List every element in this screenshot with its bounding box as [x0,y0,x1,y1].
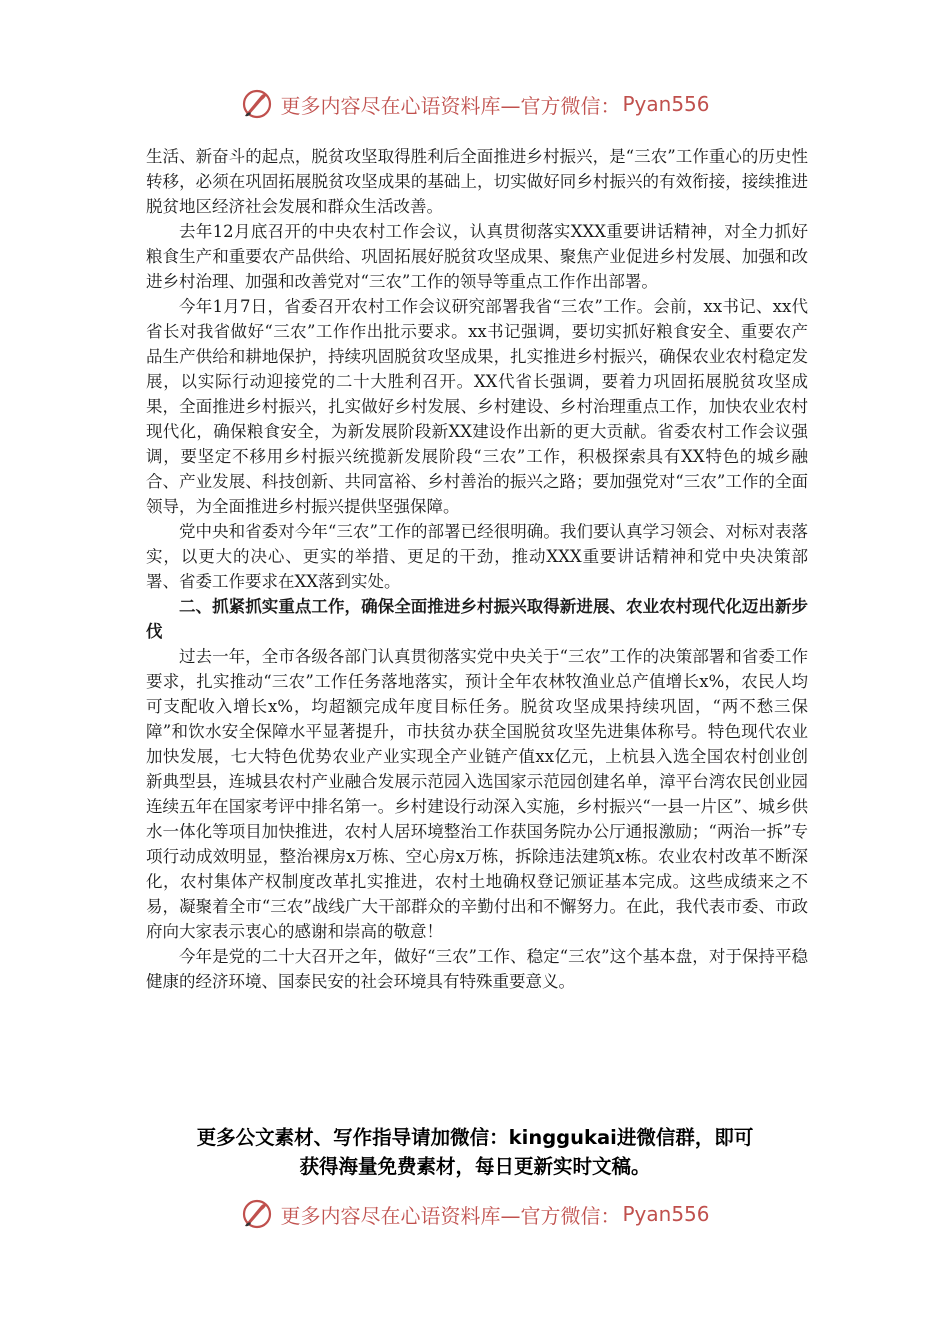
paragraph-4: 党中央和省委对今年“三农”工作的部署已经很明确。我们要认真学习领会、对标对表落实，以更大的决心、更实的举措、更足的干劲，推动XXX重要讲话精神和党中央决策部署、省委工作要求在XX落到实处。 [146,522,808,591]
paragraph-6: 今年是党的二十大召开之年，做好“三农”工作、稳定“三农”这个基本盘，对于保持平稳健康的经济环境、国泰民安的社会环境具有特殊重要意义。 [146,947,808,991]
brush-logo-icon [240,87,274,121]
promo-line-2: 获得海量免费素材，每日更新实时文稿。 [299,1155,651,1178]
footer-wechat-id: Pyan556 [622,1202,710,1226]
paragraph-3: 今年1月7日，省委召开农村工作会议研究部署我省“三农”工作。会前，xx书记、xx代省长对我省做好“三农”工作作出批示要求。xx书记强调，要切实抓好粮食安全、重要农产品生产供给和耕地保护，持续巩固脱贫攻坚成果，扎实推进乡村振兴，确保农业农村稳定发展，以实际行动迎接党的二十大胜利召开。XX代省长强调，要着力巩固拓展脱贫攻坚成果，全面推进乡村振兴，扎实做好乡村发展、乡村建设、乡村治理重点工作，加快农业农村现代化，确保粮食安全，为新发展阶段新XX建设作出新的更大贡献。省委农村工作会议强调，要坚定不移用乡村振兴统揽新发展阶段“三农”工作，积极探索具有XX特色的城乡融合、产业发展、科技创新、共同富裕、乡村善治的振兴之路；要加强党对“三农”工作的全面领导，为全面推进乡村振兴提供坚强保障。 [146,297,808,516]
footer-banner [0,1194,950,1234]
section-heading: 二、抓紧抓实重点工作，确保全面推进乡村振兴取得新进展、农业农村现代化迈出新步伐 [146,597,808,641]
brush-logo-icon [240,1197,274,1231]
header-banner [0,84,950,124]
promo-line-1: 更多公文素材、写作指导请加微信：kinggukai进微信群，即可 [196,1126,754,1149]
header-wechat-id: Pyan556 [622,92,710,116]
paragraph-2: 去年12月底召开的中央农村工作会议，认真贯彻落实XXX重要讲话精神，对全力抓好粮食生产和重要农产品供给、巩固拓展好脱贫攻坚成果、聚焦产业促进乡村发展、加强和改进乡村治理、加强和改善党对“三农”工作的领导等重点工作作出部署。 [146,222,808,291]
document-body [146,144,808,994]
paragraph-1: 生活、新奋斗的起点，脱贫攻坚取得胜利后全面推进乡村振兴，是“三农”工作重心的历史性转移，必须在巩固拓展脱贫攻坚成果的基础上，切实做好同乡村振兴的有效衔接，接续推进脱贫地区经济社会发展和群众生活改善。 [146,147,808,216]
paragraph-5: 过去一年，全市各级各部门认真贯彻落实党中央关于“三农”工作的决策部署和省委工作要求，扎实推动“三农”工作任务落地落实，预计全年农林牧渔业总产值增长x%，农民人均可支配收入增长x%，均超额完成年度目标任务。脱贫攻坚成果持续巩固，“两不愁三保障”和饮水安全保障水平显著提升，市扶贫办获全国脱贫攻坚先进集体称号。特色现代农业加快发展，七大特色优势农业产业实现全产业链产值xx亿元，上杭县入选全国农村创业创新典型县，连城县农村产业融合发展示范园入选国家示范园创建名单，漳平台湾农民创业园连续五年在国家考评中排名第一。乡村建设行动深入实施，乡村振兴“一县一片区”、城乡供水一体化等项目加快推进，农村人居环境整治工作获国务院办公厅通报激励；“两治一拆”专项行动成效明显，整治裸房x万栋、空心房x万栋，拆除违法建筑x栋。农业农村改革不断深化，农村集体产权制度改革扎实推进，农村土地确权登记颁证基本完成。这些成绩来之不易，凝聚着全市“三农”战线广大干部群众的辛勤付出和不懈努力。在此，我代表市委、市政府向大家表示衷心的感谢和崇高的敬意！ [146,647,808,941]
footer-banner-text: 更多内容尽在心语资料库—官方微信： [280,1203,621,1228]
header-banner-text: 更多内容尽在心语资料库—官方微信： [280,93,621,118]
promo-text [120,1123,830,1181]
